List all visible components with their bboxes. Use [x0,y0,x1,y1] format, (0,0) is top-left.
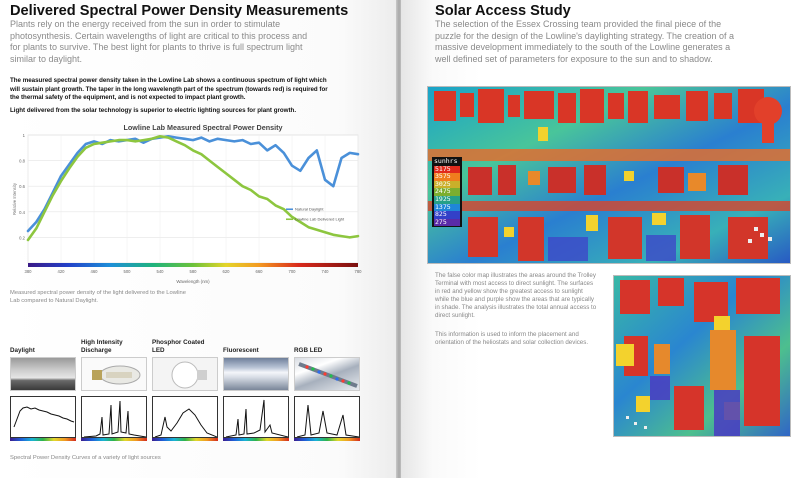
legend-entry: 5175 [434,166,460,174]
legend-entry: 275 [434,219,460,227]
intro-line: photosynthesis. Certain wavelengths of light are critical to this process and [10,30,308,41]
spectral-power-density-chart [10,121,362,287]
hid-bulb-photo [81,357,147,391]
x-tick-label: 460 [90,269,98,274]
legend-entry: 1375 [434,204,460,212]
y-tick-label: 0.8 [19,158,25,164]
pcled-spectrum [152,396,218,438]
source-label [152,336,218,354]
left-page-title: Delivered Spectral Power Density Measurements [10,3,349,19]
legend-entry: 1925 [434,196,460,204]
solar-access-plan-map [427,86,791,264]
intro-paragraph [10,19,307,65]
placement-caption [435,331,588,347]
intro-line: for plants to survive. The best light for plants to thrive is full spectrum light [10,42,303,53]
source-label [294,336,360,354]
x-tick-label: 380 [24,269,32,274]
source-label-line: Discharge [81,346,112,354]
caption-line: Terminal with most access to direct sunlight. The surfaces [435,280,594,288]
right-page [401,0,800,478]
caption-line: direct sunlight. [435,312,475,320]
caption-line: orientation of the heliostats and solar collection devices. [435,339,589,347]
caption-line: in shade. The analysis illustrates the total annual access to [435,304,597,312]
caption-line: Measured spectral power density of the light delivered to the Lowline [10,290,186,296]
source-label [10,336,76,354]
x-tick-label: 500 [123,269,131,274]
y-tick-label: 1 [22,133,25,138]
source-label-line: Daylight [10,346,35,354]
visible-spectrum-band [294,438,360,441]
source-rgb-led [294,336,360,441]
fluorescent-spectrum [223,396,289,438]
intro-line: well defined set of parameters for exposure to the sun and to shadow. [435,53,713,64]
daylight-spectrum [10,396,76,438]
sources-caption: Spectral Power Density Curves of a variety of light sources [10,455,161,461]
caption-line: while the blue and purple show the areas that are typically [435,296,594,304]
x-tick-label: 780 [354,269,362,274]
y-tick-label: 0.2 [19,235,25,241]
x-tick-label: 700 [288,269,296,274]
fluorescent-tube-photo [223,357,289,391]
sky-photo [10,357,76,391]
legend-entry: 2475 [434,188,460,196]
caption-line: Lab compared to Natural Daylight. [10,297,98,304]
source-label-line: High Intensity [81,339,123,346]
intro-line: puzzle for the design of the Lowline's daylighting strategy. The creation of a [435,30,735,41]
x-axis-label: Wavelength (nm) [176,279,210,284]
source-label [223,336,289,354]
right-page-title: Solar Access Study [435,3,571,19]
intro-line: Plants rely on the energy received from the sun in order to stimulate [10,19,281,29]
caption-line: in red and yellow show the greatest access to sunlight [435,288,583,296]
sunhours-legend [432,157,462,227]
caption-line: The false color map illustrates the areas around the Trolley [435,272,596,279]
legend-entry: 3025 [434,181,460,189]
x-tick-label: 660 [255,269,263,274]
visible-spectrum-band [81,438,147,441]
intro-line: similar to daylight. [10,53,83,64]
visible-spectrum-band [152,438,218,441]
source-daylight [10,336,76,441]
note-line: will sustain plant growth. The taper in the long wavelength part of the spectrum (towards red) is required for [10,85,328,93]
chart-caption [10,290,186,305]
x-tick-label: 420 [57,269,65,274]
y-tick-label: 0.4 [19,209,25,215]
rgb-led-strip-photo [294,357,360,391]
intro-line: massive development immediately to the south of the Lowline generates a [435,42,731,53]
x-tick-label: 580 [189,269,197,274]
wavelength-color-band [28,263,358,267]
legend-entry: 825 [434,211,460,219]
led-bulb-photo [152,357,218,391]
plan-map-graphic [428,87,791,264]
source-label-line: Phosphor Coated [152,339,205,346]
source-fluorescent [223,336,289,441]
left-page [0,0,398,478]
hid-spectrum [81,396,147,438]
false-color-caption [435,272,596,321]
x-tick-label: 540 [156,269,164,274]
source-pcled [152,336,218,441]
solar-access-3d-map [613,275,791,437]
source-label-line: RGB LED [294,346,323,354]
legend-label: Lowline Lab Delivered Light [295,216,345,222]
chart-title: Lowline Lab Measured Spectral Power Density [123,123,283,132]
solar-intro-paragraph [435,19,734,65]
y-axis-label: Relative Intensity [12,183,17,215]
source-label-line: Fluorescent [223,346,259,354]
visible-spectrum-band [223,438,289,441]
legend-entry: 3575 [434,173,460,181]
x-tick-label: 620 [222,269,230,274]
source-hid [81,336,147,441]
note-line: the thermal safety of the equipment, and is not expected to impact plant growth. [10,94,246,102]
3d-map-graphic [614,276,791,437]
legend-title: sunhrs [434,157,458,165]
source-label-line: LED [152,346,165,354]
caption-line: This information is used to inform the placement and [435,331,579,338]
measurement-note [10,77,328,103]
rgbled-spectrum [294,396,360,438]
legend-label: Natural Daylight [295,206,324,212]
y-tick-label: 0.6 [19,184,25,190]
source-label [81,336,147,354]
superiority-note: Light delivered from the solar technology is superior to electric lighting sources for plant growth. [10,107,297,114]
note-line: The measured spectral power density taken in the Lowline Lab shows a continuous spectrum of light which [10,77,327,84]
intro-line: The selection of the Essex Crossing team provided the final piece of the [435,19,722,29]
x-tick-label: 740 [321,269,329,274]
visible-spectrum-band [10,438,76,441]
